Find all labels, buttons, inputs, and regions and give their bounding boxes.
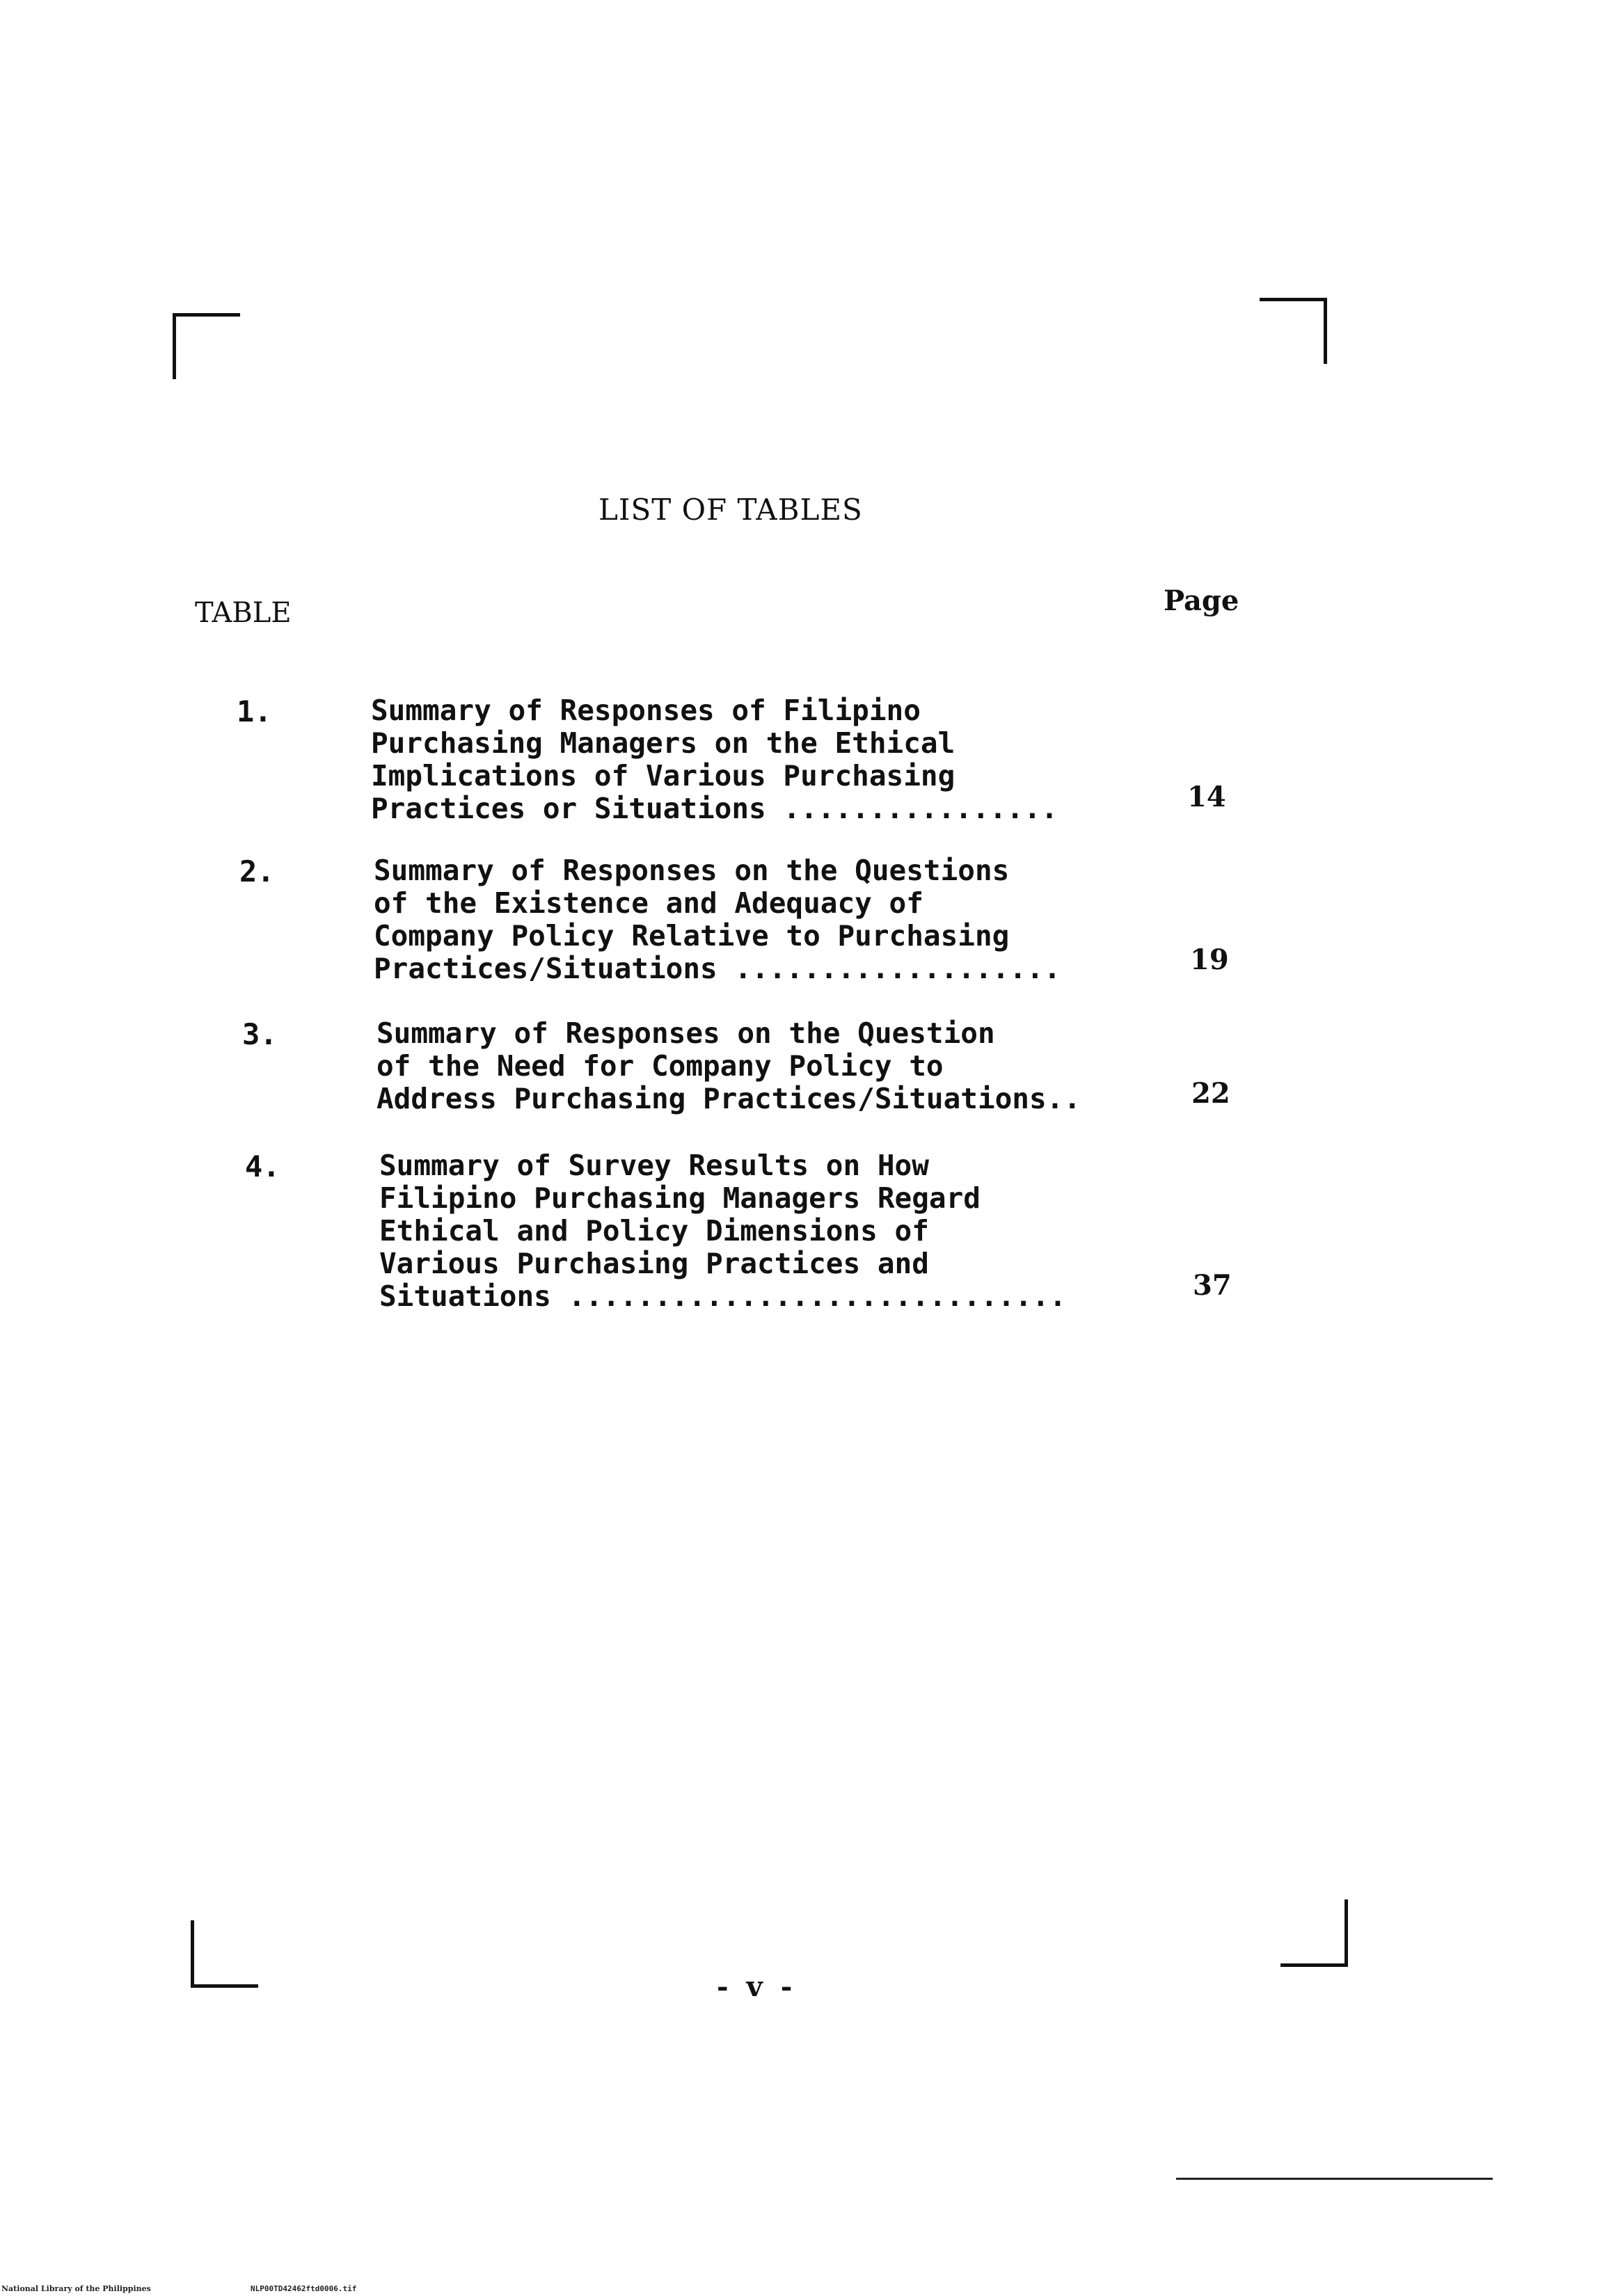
crop-mark-top-right xyxy=(1260,298,1327,364)
caption-line: Summary of Responses on the Questions xyxy=(374,854,1010,887)
caption-line: Address Purchasing Practices/Situations.. xyxy=(376,1082,1081,1115)
caption-line: Filipino Purchasing Managers Regard xyxy=(379,1181,981,1215)
caption-line: Practices/Situations ................... xyxy=(374,952,1061,985)
caption-line: Purchasing Managers on the Ethical xyxy=(371,726,955,760)
caption-line: Company Policy Relative to Purchasing xyxy=(374,919,1010,952)
footer-rule xyxy=(1176,2178,1493,2180)
entry-caption xyxy=(374,854,1167,985)
entry-page-number: 22 xyxy=(1191,1077,1230,1110)
crop-mark-bottom-right xyxy=(1280,1899,1348,1967)
caption-line: Summary of Responses on the Question xyxy=(376,1017,995,1050)
entry-number: 2. xyxy=(239,854,275,888)
caption-line: Implications of Various Purchasing xyxy=(371,759,955,792)
caption-line: of the Existence and Adequacy of xyxy=(374,886,923,920)
entry-caption xyxy=(371,694,1164,825)
footer-filename: NLP00TD42462ftd0006.tif xyxy=(251,2284,357,2293)
caption-line: Ethical and Policy Dimensions of xyxy=(379,1214,929,1247)
entry-page-number: 19 xyxy=(1190,943,1229,976)
page-title: LIST OF TABLES xyxy=(598,493,863,527)
entry-page-number: 37 xyxy=(1193,1269,1232,1302)
crop-mark-top-left xyxy=(173,313,240,379)
caption-line: Various Purchasing Practices and xyxy=(379,1247,929,1280)
entry-number: 3. xyxy=(242,1017,278,1051)
caption-line: Practices or Situations ................ xyxy=(371,792,1058,825)
entry-caption xyxy=(376,1017,1170,1115)
entry-number: 4. xyxy=(245,1149,280,1183)
page-folio: - v - xyxy=(717,1970,797,2003)
caption-line: Situations ............................. xyxy=(379,1279,1067,1313)
caption-line: Summary of Survey Results on How xyxy=(379,1149,929,1182)
column-header-page: Page xyxy=(1164,584,1239,617)
entry-number: 1. xyxy=(237,694,272,728)
crop-mark-bottom-left xyxy=(191,1920,258,1988)
footer-credit: National Library of the Philippines xyxy=(1,2284,151,2293)
entry-caption xyxy=(379,1149,1173,1313)
caption-line: of the Need for Company Policy to xyxy=(376,1049,944,1083)
caption-line: Summary of Responses of Filipino xyxy=(371,694,921,727)
column-header-table: TABLE xyxy=(195,597,292,629)
entry-page-number: 14 xyxy=(1187,781,1226,813)
